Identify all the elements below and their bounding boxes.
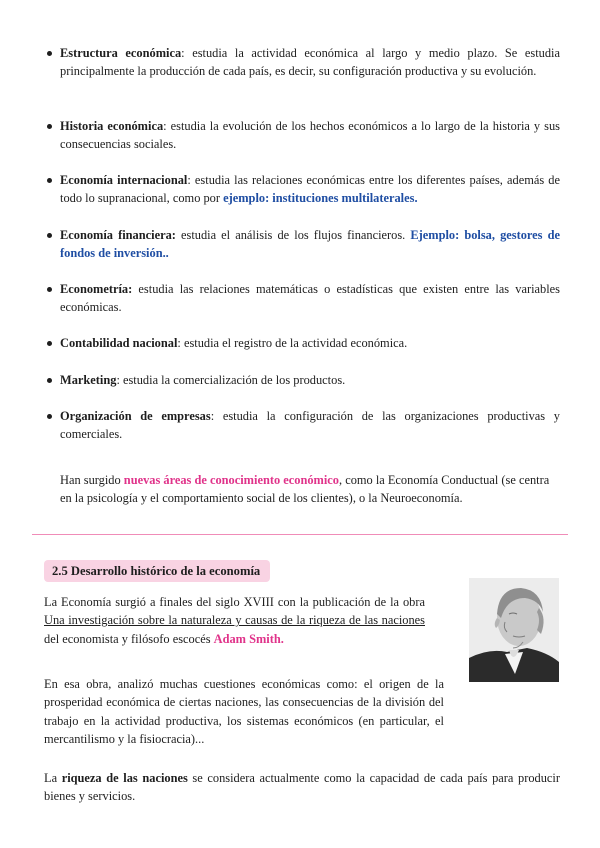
branch-term: Econometría:	[60, 282, 133, 296]
list-item	[60, 280, 560, 317]
branch-term: Historia económica	[60, 119, 164, 133]
wealth-term: riqueza de las naciones	[61, 771, 188, 785]
portrait-image	[469, 578, 559, 682]
branch-term: Organización de empresas	[60, 409, 211, 423]
intro-paragraph	[44, 593, 425, 648]
example-highlight: ejemplo: instituciones multilaterales.	[223, 191, 418, 206]
branch-term: Contabilidad nacional	[60, 336, 178, 350]
list-item	[60, 117, 560, 154]
book-title: Una investigación sobre la naturaleza y causas de la riqueza de las naciones	[44, 613, 425, 628]
analysis-paragraph: En esa obra, analizó muchas cuestiones económicas como: el origen de la prosperidad económica de ciertas naciones, las consecuencias de la división del trabajo en la actividad productiva, los sistemas económicos (en particular, el mercantilismo y la fisiocracia)...	[44, 677, 444, 747]
branch-description: : estudia la comercialización de los productos.	[116, 373, 346, 387]
branch-description: : estudia la configuración de las organizaciones productivas y comerciales.	[60, 409, 561, 442]
adam-smith-portrait	[469, 578, 559, 682]
list-item	[60, 371, 560, 389]
paragraph-text: se considera actualmente como la capacidad de cada país para producir bienes y servicios.	[44, 771, 560, 804]
branch-description: : estudia la evolución de los hechos económicos a lo largo de la historia y sus consecuencias sociales.	[60, 119, 560, 152]
note-text: Han surgido	[60, 473, 124, 487]
list-item	[60, 226, 560, 263]
branch-description: : estudia el registro de la actividad económica.	[177, 336, 408, 350]
paragraph-text: La Economía surgió a finales del siglo XVIII con la publicación de la obra	[44, 595, 425, 609]
note-text: , como la Economía Conductual (se centra en la psicología y el comportamiento social de los clientes), o la Neuroeconomía.	[60, 473, 550, 506]
list-item	[60, 44, 560, 81]
branch-term: Economía internacional	[60, 173, 188, 187]
list-item	[60, 407, 560, 444]
section-divider	[32, 534, 568, 535]
branch-description: : estudia la actividad económica al largo y medio plazo. Se estudia principalmente la producción de cada país, es decir, su configuración productiva y su evolución.	[60, 46, 560, 79]
author-name: Adam Smith.	[213, 631, 284, 646]
branch-term: Marketing	[60, 373, 117, 387]
list-item	[60, 171, 560, 208]
section-heading: 2.5 Desarrollo histórico de la economía	[44, 560, 270, 582]
example-highlight: Ejemplo: bolsa, gestores de fondos de inversión..	[60, 228, 560, 261]
wealth-paragraph	[44, 769, 560, 806]
new-areas-highlight: nuevas áreas de conocimiento económico	[123, 473, 339, 487]
branch-term: Economía financiera:	[60, 228, 176, 242]
branch-description: estudia el análisis de los flujos financieros.	[175, 228, 411, 242]
paragraph-text: La	[44, 771, 62, 785]
list-item	[60, 334, 560, 352]
new-areas-note	[60, 471, 560, 508]
branch-description: estudia las relaciones matemáticas o estadísticas que existen entre las variables económicas.	[60, 282, 560, 315]
paragraph-text: del economista y filósofo escocés	[44, 631, 214, 646]
branch-description: : estudia las relaciones económicas entre los diferentes países, además de todo lo supranacional, como por	[60, 173, 560, 206]
branch-term: Estructura económica	[60, 46, 182, 60]
